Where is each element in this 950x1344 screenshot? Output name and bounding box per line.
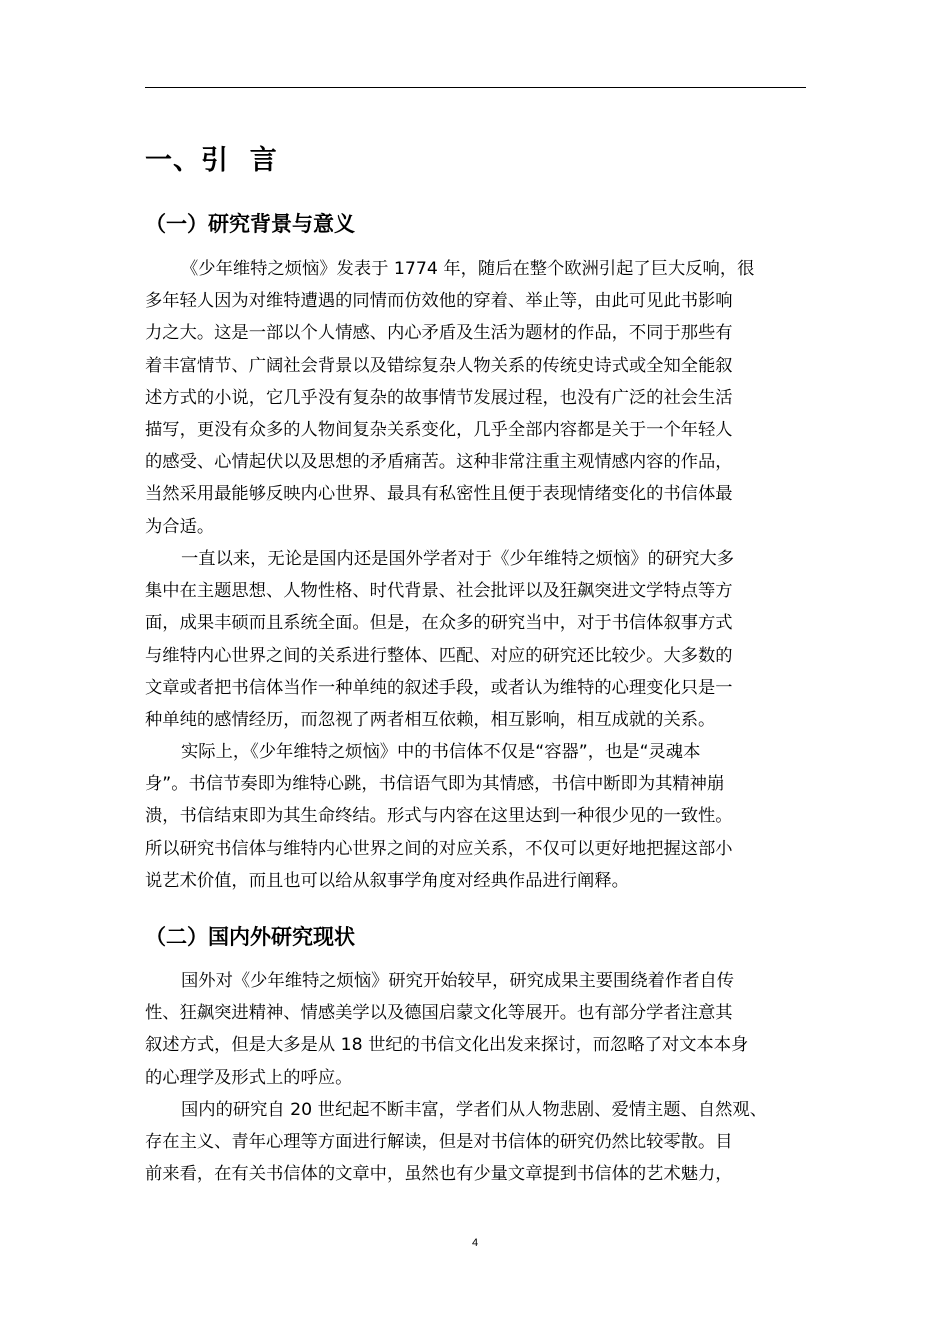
paragraph-line: 《少年维特之烦恼》发表于 1774 年，随后在整个欧洲引起了巨大反响，很 [181, 259, 755, 279]
paragraph-line: 国内的研究自 20 世纪起不断丰富，学者们从人物悲剧、爱情主题、自然观、 [181, 1100, 767, 1120]
paragraph-line: 身”。书信节奏即为维特心跳，书信语气即为其情感，书信中断即为其精神崩 [145, 774, 725, 795]
paragraph-line: 描写，更没有众多的人物间复杂关系变化，几乎全部内容都是关于一个年轻人 [145, 419, 733, 440]
paragraph-line: 面，成果丰硕而且系统全面。但是，在众多的研究当中，对于书信体叙事方式 [145, 613, 733, 634]
paragraph-line: 文章或者把书信体当作一种单纯的叙述手段，或者认为维特的心理变化只是一 [145, 677, 733, 698]
section-title-research-status: （二）国内外研究现状 [145, 925, 355, 949]
header-rule [145, 87, 806, 88]
paragraph-line: 叙述方式，但是大多是从 18 世纪的书信文化出发来探讨，而忽略了对文本本身 [145, 1035, 749, 1056]
paragraph-line: 溃，书信结束即为其生命终结。形式与内容在这里达到一种很少见的一致性。 [145, 806, 733, 827]
paragraph-line: 为合适。 [145, 516, 215, 537]
chapter-title: 一、引 言 [145, 145, 278, 176]
section-title-background: （一）研究背景与意义 [145, 212, 355, 236]
paragraph-background-2 [145, 543, 806, 736]
paragraph-line: 国外对《少年维特之烦恼》研究开始较早，研究成果主要围绕着作者自传 [181, 971, 735, 991]
paragraph-line: 着丰富情节、广阔社会背景以及错综复杂人物关系的传统史诗式或全知全能叙 [145, 355, 733, 376]
paragraph-line: 当然采用最能够反映内心世界、最具有私密性且便于表现情绪变化的书信体最 [145, 484, 733, 505]
paragraph-background-3 [145, 736, 806, 897]
paragraph-line: 种单纯的感情经历，而忽视了两者相互依赖，相互影响，相互成就的关系。 [145, 709, 716, 730]
paragraph-line: 一直以来，无论是国内还是国外学者对于《少年维特之烦恼》的研究大多 [181, 549, 735, 569]
paragraph-line: 性、狂飙突进精神、情感美学以及德国启蒙文化等展开。也有部分学者注意其 [145, 1003, 733, 1024]
paragraph-line: 所以研究书信体与维特内心世界之间的对应关系，不仅可以更好地把握这部小 [145, 838, 733, 859]
page-number: 4 [471, 1237, 479, 1249]
paragraph-line: 存在主义、青年心理等方面进行解读，但是对书信体的研究仍然比较零散。目 [145, 1132, 733, 1153]
paragraph-line: 集中在主题思想、人物性格、时代背景、社会批评以及狂飙突进文学特点等方 [145, 581, 733, 602]
paragraph-line: 多年轻人因为对维特遭遇的同情而仿效他的穿着、举止等，由此可见此书影响 [145, 291, 733, 312]
paragraph-line: 的感受、心情起伏以及思想的矛盾痛苦。这种非常注重主观情感内容的作品， [145, 452, 733, 473]
paragraph-line: 力之大。这是一部以个人情感、内心矛盾及生活为题材的作品，不同于那些有 [145, 323, 733, 344]
paragraph-line: 述方式的小说，它几乎没有复杂的故事情节发展过程，也没有广泛的社会生活 [145, 387, 733, 408]
paragraph-line: 与维特内心世界之间的关系进行整体、匹配、对应的研究还比较少。大多数的 [145, 645, 733, 666]
paragraph-research-status-2 [145, 1094, 806, 1191]
paragraph-background-1 [145, 253, 806, 543]
paragraph-research-status-1 [145, 965, 806, 1094]
paragraph-line: 的心理学及形式上的呼应。 [145, 1067, 353, 1088]
paragraph-line: 说艺术价值，而且也可以给从叙事学角度对经典作品进行阐释。 [145, 870, 629, 891]
paragraph-line: 实际上，《少年维特之烦恼》中的书信体不仅是“容器”，也是“灵魂本 [181, 742, 701, 762]
paragraph-line: 前来看，在有关书信体的文章中，虽然也有少量文章提到书信体的艺术魅力， [145, 1164, 733, 1185]
